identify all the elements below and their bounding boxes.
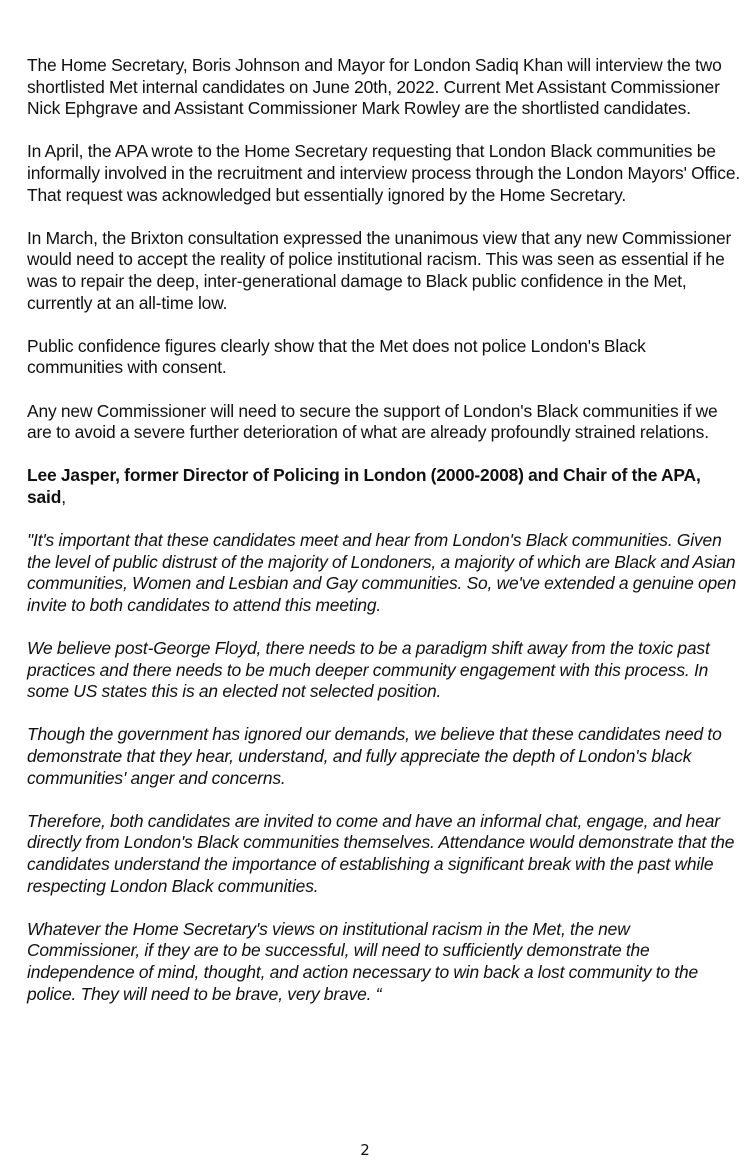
paragraph-interview-announcement: The Home Secretary, Boris Johnson and Mayor for London Sadiq Khan will interview the two shortlisted Met internal candidates on June 20th, 2022. Current Met Assistant Commissioner Nick Ephgrave and Assistant Commissioner Mark Rowley are the shortlisted candidates. [27,55,722,119]
paragraph-attribution [27,465,742,508]
quote-paragraph-demands-ignored: Though the government has ignored our demands, we believe that these candidates need to demonstrate that they hear, understand, and fully appreciate the depth of London's black communities' anger and concerns. [27,724,722,788]
quote-paragraph-invitation: Therefore, both candidates are invited to come and have an informal chat, engage, and hear directly from London's Black communities themselves. Attendance would demonstrate that the candidates understand the importance of establishing a significant break with the past while respecting London Black communities. [27,810,735,896]
paragraph-new-commissioner-support: Any new Commissioner will need to secure the support of London's Black communities if we are to avoid a severe further deterioration of what are already profoundly strained relations. [27,400,718,443]
paragraph-public-confidence: Public confidence figures clearly show that the Met does not police London's Black communities with consent. [27,335,646,378]
quote-paragraph-important-meeting: "It's important that these candidates meet and hear from London's Black communities. Given the level of public distrust of the majority of Londoners, a majority of which are Black and Asian communities, Women and Lesbian and Gay communities. So, we've extended a genuine open invite to both candidates to attend this meeting. [27,530,737,615]
quote-paragraph-brave: Whatever the Home Secretary's views on institutional racism in the Met, the new Commissioner, if they are to be successful, will need to sufficiently demonstrate the independence of mind, thought, and action necessary to win back a lost community to the police. They will need to be brave, very brave. “ [27,918,699,1004]
paragraph-march-consultation: In March, the Brixton consultation expressed the unanimous view that any new Commissioner would need to accept the reality of police institutional racism. This was seen as essential if he was to repair the deep, inter-generational damage to Black public confidence in the Met, currently at an all-time low. [27,227,732,313]
attribution-suffix: , [61,486,66,507]
attribution-speaker: Lee Jasper, former Director of Policing in London (2000-2008) and Chair of the APA, said [27,465,701,507]
document-page [27,55,742,1027]
page-number: 2 [360,1141,370,1159]
paragraph-april-request: In April, the APA wrote to the Home Secretary requesting that London Black communities be informally involved in the recruitment and interview process through the London Mayors' Office. That request was acknowledged but essentially ignored by the Home Secretary. [27,141,741,205]
quote-paragraph-paradigm-shift: We believe post-George Floyd, there needs to be a paradigm shift away from the toxic past practices and there needs to be much deeper community engagement with this process. In some US states this is an elected not selected position. [27,638,710,702]
